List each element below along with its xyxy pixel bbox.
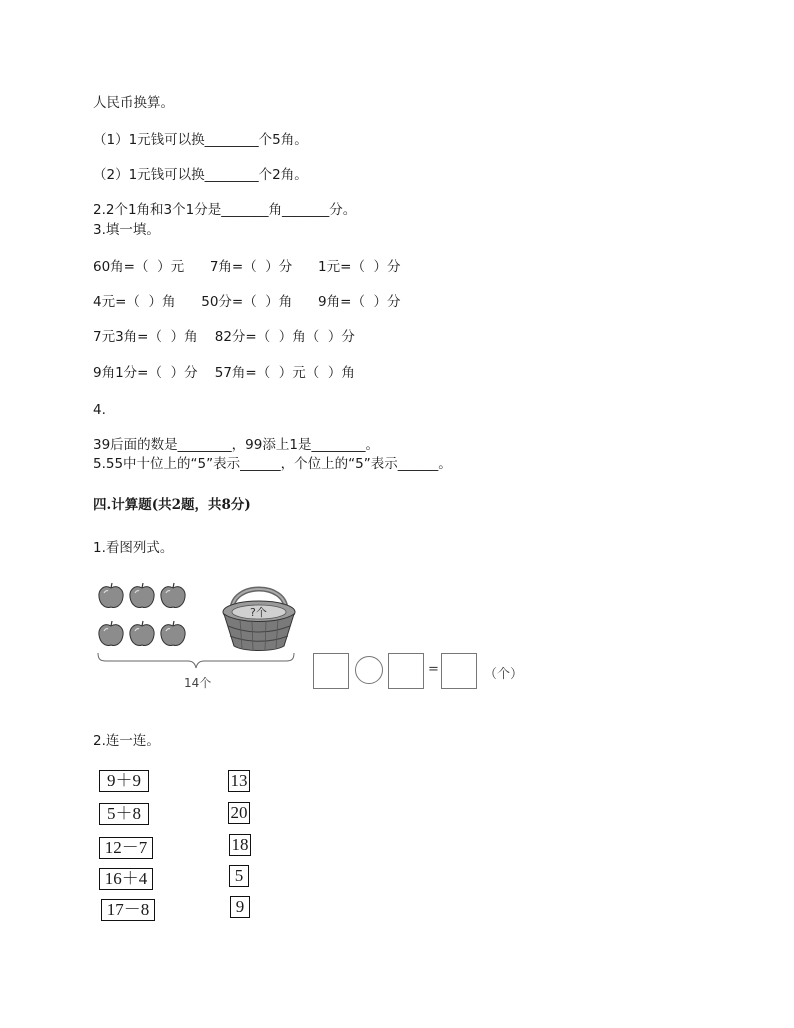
- right-number-box[interactable]: 9: [230, 896, 250, 918]
- apple-icon: [99, 583, 123, 608]
- money-section-title: 人民币换算。: [93, 95, 174, 111]
- right-number-box[interactable]: 5: [229, 865, 249, 887]
- fill-row-3: 7元3角=（ ）角 82分=（ ）角（ ）分: [93, 329, 355, 345]
- left-expression-box[interactable]: 12－7: [99, 837, 153, 859]
- money-question-2: （2）1元钱可以换________个2角。: [93, 167, 308, 183]
- calc-question-2-title: 2.连一连。: [93, 733, 160, 749]
- brace-icon: [96, 652, 296, 672]
- calc-question-1-title: 1.看图列式。: [93, 540, 174, 556]
- left-expression-box[interactable]: 17－8: [101, 899, 155, 921]
- apple-icon: [130, 621, 154, 646]
- question-2-line: 2.2个1角和3个1分是_______角_______分。: [93, 202, 357, 218]
- money-question-1: （1）1元钱可以换________个5角。: [93, 132, 308, 148]
- apple-icon: [130, 583, 154, 608]
- fill-row-2: 4元=（ ）角 50分=（ ）角 9角=（ ）分: [93, 294, 401, 310]
- apples-illustration: [96, 576, 196, 654]
- apple-icon: [99, 621, 123, 646]
- right-number-box[interactable]: 18: [229, 834, 251, 856]
- brace-label: 14个: [184, 676, 212, 690]
- apple-icon: [161, 583, 185, 608]
- left-expression-box[interactable]: 5＋8: [99, 803, 149, 825]
- unit-label: （个）: [484, 667, 524, 682]
- basket-label: ?个: [250, 606, 267, 619]
- apple-icon: [161, 621, 185, 646]
- fill-row-4: 9角1分=（ ）分 57角=（ ）元（ ）角: [93, 365, 355, 381]
- answer-box-result[interactable]: [441, 653, 477, 689]
- left-expression-box[interactable]: 9＋9: [99, 770, 149, 792]
- question-5-text: 5.55中十位上的“5”表示______，个位上的“5”表示______。: [93, 456, 452, 472]
- answer-box-2[interactable]: [388, 653, 424, 689]
- right-number-box[interactable]: 20: [228, 802, 250, 824]
- right-number-box[interactable]: 13: [228, 770, 250, 792]
- question-4-text: 39后面的数是________，99添上1是________。: [93, 437, 379, 453]
- equals-sign: =: [428, 662, 439, 677]
- fill-row-1: 60角=（ ）元 7角=（ ）分 1元=（ ）分: [93, 259, 401, 275]
- section-4-heading: 四.计算题(共2题，共8分): [93, 497, 251, 513]
- question-4-label: 4.: [93, 402, 106, 418]
- left-expression-box[interactable]: 16＋4: [99, 868, 153, 890]
- question-3-title: 3.填一填。: [93, 222, 160, 238]
- answer-box-1[interactable]: [313, 653, 349, 689]
- operator-circle[interactable]: [355, 656, 383, 684]
